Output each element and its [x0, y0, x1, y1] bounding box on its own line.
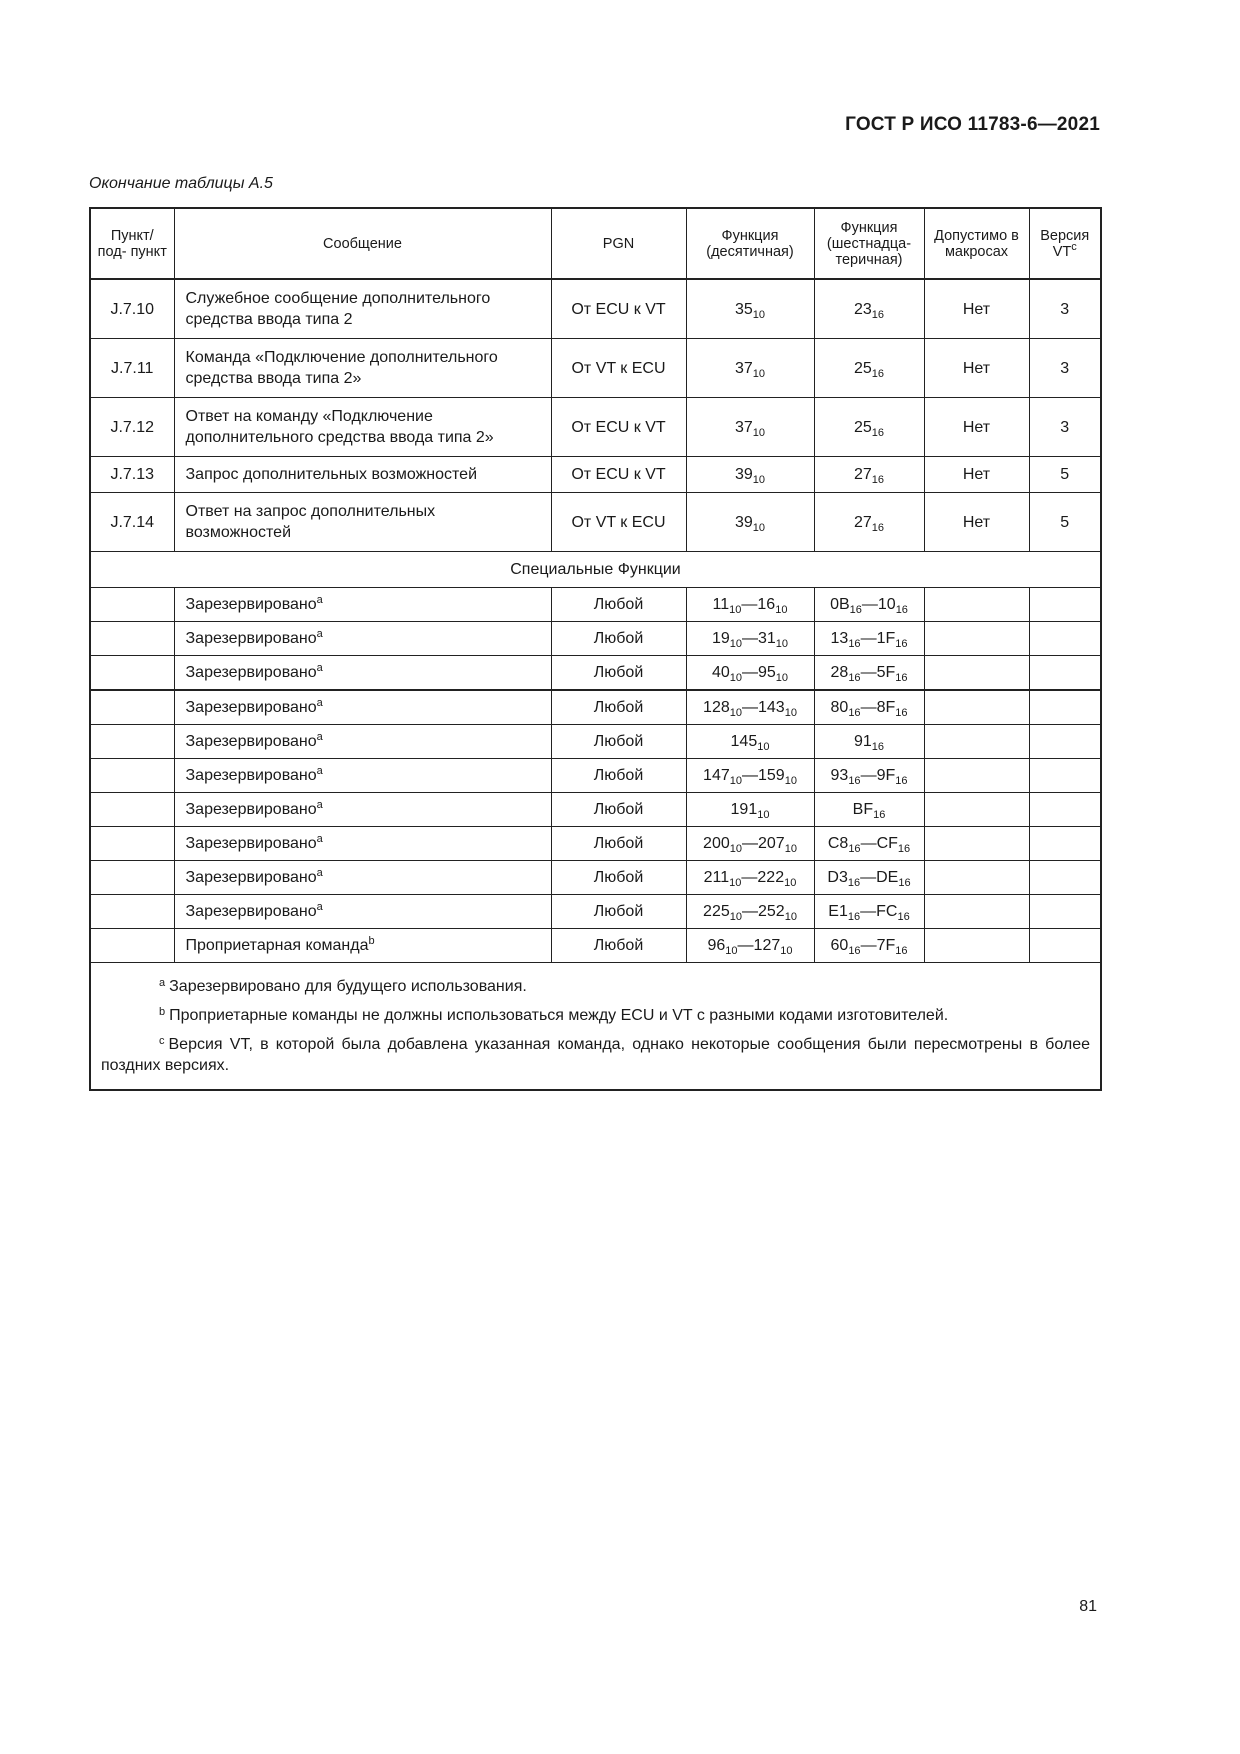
function-hex-cell: [814, 861, 924, 895]
macros-cell: [924, 588, 1029, 622]
function-hex-cell: [814, 493, 924, 552]
function-decimal-cell: [686, 929, 814, 963]
decimal-base: 10: [729, 638, 742, 650]
item-cell: [90, 861, 174, 895]
decimal-to: 252: [758, 903, 785, 920]
decimal-base: 10: [752, 426, 766, 439]
message-cell: Команда «Подключение дополнительного средства ввода типа 2»: [174, 339, 551, 398]
version-cell: [1029, 929, 1101, 963]
decimal-from: 96: [707, 937, 726, 954]
footnote: [101, 973, 1090, 997]
message-cell: Запрос дополнительных возможностей: [174, 457, 551, 493]
table-row: [90, 339, 1101, 398]
hex-base: 16: [895, 707, 908, 719]
range-dash: —: [860, 903, 877, 920]
version-cell: [1029, 588, 1101, 622]
hex-from: 93: [830, 767, 849, 784]
macros-cell: [924, 827, 1029, 861]
hex-value: 27: [853, 513, 872, 531]
message-cell: Ответ на команду «Подключение дополнительного средства ввода типа 2»: [174, 398, 551, 457]
functions-table: [89, 207, 1102, 1091]
decimal-base: 10: [729, 877, 742, 889]
message-cell: Служебное сообщение дополнительного средства ввода типа 2: [174, 279, 551, 339]
message-text: Зарезервировано: [185, 596, 317, 613]
header-function-hex: Функция (шестнадца- теричная): [814, 208, 924, 279]
decimal-to: 222: [757, 869, 785, 886]
decimal-to: 143: [758, 699, 785, 716]
hex-to: 8F: [876, 699, 896, 716]
reserved-row: [90, 656, 1101, 691]
version-cell: [1029, 622, 1101, 656]
hex-to: 10: [877, 596, 896, 613]
message-cell: [174, 895, 551, 929]
message-text: Зарезервировано: [185, 733, 317, 750]
table-row: [90, 493, 1101, 552]
function-decimal-cell: [686, 588, 814, 622]
macros-cell: [924, 929, 1029, 963]
footnote-mark: a: [316, 594, 323, 606]
reserved-row: [90, 759, 1101, 793]
message-cell: [174, 861, 551, 895]
function-hex-cell: [814, 588, 924, 622]
range-dash: —: [741, 869, 758, 886]
hex-from: 13: [830, 630, 849, 647]
section-title: Специальные Функции: [90, 552, 1101, 588]
decimal-base: 10: [775, 672, 789, 684]
pgn-cell: Любой: [551, 656, 686, 691]
function-hex-cell: [814, 929, 924, 963]
decimal-base: 10: [757, 809, 770, 821]
decimal-base: 10: [752, 308, 766, 321]
item-cell: [90, 929, 174, 963]
hex-base: 16: [848, 707, 861, 719]
footnote-mark: a: [316, 628, 323, 640]
version-cell: [1029, 725, 1101, 759]
macros-cell: [924, 759, 1029, 793]
decimal-to: 159: [758, 767, 785, 784]
version-cell: 5: [1029, 493, 1101, 552]
function-decimal-cell: [686, 895, 814, 929]
hex-base: 16: [897, 911, 910, 923]
message-text: Зарезервировано: [185, 664, 317, 681]
function-hex-cell: [814, 690, 924, 725]
decimal-base: 10: [725, 945, 738, 957]
hex-to: CF: [876, 835, 898, 852]
hex-base: 16: [873, 809, 886, 821]
reserved-row: [90, 622, 1101, 656]
footnote-mark: a: [316, 867, 323, 879]
footnote-text: Зарезервировано для будущего использования.: [169, 978, 527, 995]
decimal-value: 35: [734, 300, 753, 318]
pgn-cell: Любой: [551, 827, 686, 861]
decimal-from: 128: [703, 699, 730, 716]
decimal-base: 10: [729, 707, 742, 719]
message-text: Зарезервировано: [185, 801, 317, 818]
macros-cell: Нет: [924, 279, 1029, 339]
hex-base: 16: [895, 672, 908, 684]
message-text: Зарезервировано: [185, 630, 317, 647]
function-decimal-cell: [686, 861, 814, 895]
function-hex-cell: [814, 827, 924, 861]
item-cell: [90, 622, 174, 656]
range-dash: —: [860, 630, 877, 647]
function-decimal-cell: [686, 457, 814, 493]
footnote-text: Проприетарные команды не должны использоваться между ECU и VT с разными кодами изготовителей.: [169, 1007, 949, 1024]
item-cell: J.7.10: [90, 279, 174, 339]
range-dash: —: [742, 767, 758, 784]
range-dash: —: [742, 835, 758, 852]
function-decimal-cell: [686, 279, 814, 339]
version-cell: 3: [1029, 398, 1101, 457]
decimal-base: 10: [784, 707, 797, 719]
version-cell: [1029, 759, 1101, 793]
hex-base: 16: [895, 945, 908, 957]
hex-base: 16: [895, 775, 908, 787]
document-header: ГОСТ Р ИСО 11783-6—2021: [845, 114, 1100, 135]
footnote: [101, 1031, 1090, 1076]
pgn-cell: Любой: [551, 690, 686, 725]
footnote-mark: a: [316, 765, 323, 777]
decimal-base: 10: [784, 877, 797, 889]
decimal-base: 10: [780, 945, 793, 957]
range-dash: —: [860, 835, 877, 852]
hex-to: FC: [876, 903, 898, 920]
hex-base: 16: [871, 308, 885, 321]
table-row: [90, 398, 1101, 457]
decimal-from: 200: [703, 835, 730, 852]
function-decimal-cell: [686, 656, 814, 691]
pgn-cell: От VT к ECU: [551, 339, 686, 398]
item-cell: [90, 725, 174, 759]
decimal-from: 191: [730, 801, 758, 818]
function-hex-cell: [814, 279, 924, 339]
decimal-base: 10: [729, 911, 742, 923]
hex-value: 25: [853, 359, 872, 377]
function-hex-cell: [814, 895, 924, 929]
range-dash: —: [742, 630, 758, 647]
message-text: Проприетарная команда: [185, 937, 369, 954]
hex-base: 16: [847, 877, 861, 889]
item-cell: [90, 656, 174, 691]
hex-from: 91: [853, 733, 872, 750]
hex-base: 16: [871, 741, 885, 753]
version-cell: [1029, 895, 1101, 929]
range-dash: —: [737, 937, 754, 954]
hex-from: C8: [827, 835, 849, 852]
reserved-row: [90, 861, 1101, 895]
macros-cell: Нет: [924, 457, 1029, 493]
table-row: [90, 279, 1101, 339]
function-decimal-cell: [686, 690, 814, 725]
function-hex-cell: [814, 457, 924, 493]
message-cell: [174, 588, 551, 622]
header-function-decimal: Функция (десятичная): [686, 208, 814, 279]
range-dash: —: [742, 903, 758, 920]
pgn-cell: От ECU к VT: [551, 279, 686, 339]
pgn-cell: От ECU к VT: [551, 398, 686, 457]
decimal-to: 95: [758, 664, 776, 681]
macros-cell: [924, 861, 1029, 895]
page-number: 81: [1079, 1598, 1097, 1615]
hex-from: BF: [852, 801, 874, 818]
pgn-cell: Любой: [551, 793, 686, 827]
reserved-row: [90, 690, 1101, 725]
section-row: [90, 552, 1101, 588]
hex-base: 16: [848, 775, 861, 787]
pgn-cell: Любой: [551, 588, 686, 622]
hex-value: 25: [853, 418, 872, 436]
decimal-from: 211: [703, 869, 730, 886]
message-text: Зарезервировано: [185, 869, 317, 886]
header-version-label: Версия VT: [1040, 227, 1090, 260]
hex-base: 16: [849, 604, 862, 616]
footnote-mark: a: [316, 833, 323, 845]
footnote-mark: a: [316, 662, 323, 674]
function-hex-cell: [814, 725, 924, 759]
macros-cell: Нет: [924, 398, 1029, 457]
hex-value: 27: [853, 466, 872, 483]
hex-base: 16: [847, 911, 861, 923]
hex-from: E1: [828, 903, 848, 920]
decimal-value: 39: [734, 466, 753, 483]
macros-cell: [924, 690, 1029, 725]
range-dash: —: [741, 596, 758, 613]
version-cell: [1029, 656, 1101, 691]
message-cell: [174, 929, 551, 963]
header-pgn: PGN: [551, 208, 686, 279]
version-cell: 3: [1029, 279, 1101, 339]
decimal-to: 207: [758, 835, 785, 852]
function-hex-cell: [814, 793, 924, 827]
function-hex-cell: [814, 759, 924, 793]
decimal-value: 39: [734, 513, 753, 531]
hex-value: 23: [853, 300, 872, 318]
decimal-to: 16: [757, 596, 776, 613]
pgn-cell: Любой: [551, 929, 686, 963]
decimal-from: 225: [703, 903, 730, 920]
version-cell: 5: [1029, 457, 1101, 493]
hex-base: 16: [871, 474, 885, 486]
item-cell: [90, 588, 174, 622]
pgn-cell: От ECU к VT: [551, 457, 686, 493]
item-cell: [90, 690, 174, 725]
hex-base: 16: [848, 672, 861, 684]
decimal-base: 10: [729, 775, 742, 787]
message-text: Зарезервировано: [185, 767, 317, 784]
hex-to: 1F: [876, 630, 896, 647]
header-item: Пункт/ под- пункт: [90, 208, 174, 279]
item-cell: J.7.12: [90, 398, 174, 457]
range-dash: —: [860, 937, 877, 954]
decimal-to: 127: [753, 937, 781, 954]
message-text: Зарезервировано: [185, 835, 317, 852]
header-macros: Допустимо в макросах: [924, 208, 1029, 279]
macros-cell: [924, 622, 1029, 656]
footnote: [101, 1002, 1090, 1026]
range-dash: —: [860, 767, 877, 784]
function-decimal-cell: [686, 493, 814, 552]
table-row: [90, 457, 1101, 493]
hex-base: 16: [897, 843, 911, 855]
function-hex-cell: [814, 622, 924, 656]
reserved-body: [90, 588, 1101, 963]
footnote-mark: a: [316, 731, 323, 743]
table-caption: Окончание таблицы А.5: [89, 175, 273, 192]
pgn-cell: Любой: [551, 895, 686, 929]
function-hex-cell: [814, 398, 924, 457]
function-decimal-cell: [686, 398, 814, 457]
macros-cell: [924, 793, 1029, 827]
message-cell: Ответ на запрос дополнительных возможностей: [174, 493, 551, 552]
reserved-row: [90, 827, 1101, 861]
footnote-mark: a: [159, 977, 166, 989]
range-dash: —: [860, 699, 877, 716]
header-version-mark: c: [1071, 240, 1077, 253]
function-hex-cell: [814, 656, 924, 691]
version-cell: [1029, 793, 1101, 827]
range-dash: —: [860, 664, 877, 681]
message-cell: [174, 793, 551, 827]
decimal-to: 31: [758, 630, 776, 647]
footnote-mark: b: [159, 1006, 166, 1018]
decimal-base: 10: [729, 843, 742, 855]
reserved-row: [90, 929, 1101, 963]
footnotes-row: [90, 963, 1101, 1091]
header-version: [1029, 208, 1101, 279]
message-cell: [174, 827, 551, 861]
function-decimal-cell: [686, 827, 814, 861]
reserved-row: [90, 793, 1101, 827]
table-header-row: [90, 208, 1101, 279]
hex-base: 16: [895, 638, 908, 650]
function-decimal-cell: [686, 339, 814, 398]
macros-cell: Нет: [924, 493, 1029, 552]
footnotes: [90, 963, 1101, 1091]
hex-from: 60: [830, 937, 849, 954]
version-cell: [1029, 827, 1101, 861]
decimal-base: 10: [784, 775, 797, 787]
decimal-base: 10: [752, 521, 766, 534]
decimal-base: 10: [729, 672, 742, 684]
range-dash: —: [742, 699, 758, 716]
hex-from: 0B: [830, 596, 850, 613]
hex-base: 16: [871, 367, 885, 380]
item-cell: J.7.14: [90, 493, 174, 552]
item-cell: [90, 793, 174, 827]
hex-base: 16: [898, 877, 911, 889]
decimal-base: 10: [775, 638, 789, 650]
range-dash: —: [861, 596, 878, 613]
hex-from: D3: [827, 869, 848, 886]
range-dash: —: [860, 869, 877, 886]
version-cell: [1029, 861, 1101, 895]
hex-to: 9F: [876, 767, 896, 784]
decimal-from: 147: [703, 767, 730, 784]
item-cell: J.7.13: [90, 457, 174, 493]
item-cell: [90, 827, 174, 861]
macros-cell: [924, 725, 1029, 759]
pgn-cell: Любой: [551, 861, 686, 895]
decimal-from: 19: [711, 630, 730, 647]
message-cell: [174, 622, 551, 656]
table-body: [90, 279, 1101, 552]
version-cell: 3: [1029, 339, 1101, 398]
decimal-value: 37: [734, 418, 753, 436]
decimal-base: 10: [784, 843, 797, 855]
macros-cell: [924, 656, 1029, 691]
hex-to: 7F: [876, 937, 896, 954]
hex-from: 80: [830, 699, 849, 716]
decimal-base: 10: [757, 741, 770, 753]
message-cell: [174, 725, 551, 759]
hex-base: 16: [871, 426, 885, 439]
decimal-from: 40: [711, 664, 730, 681]
hex-to: DE: [876, 869, 899, 886]
macros-cell: Нет: [924, 339, 1029, 398]
footnote-text: Версия VT, в которой была добавлена указанная команда, однако некоторые сообщения были пересмотрены в более поздних версиях.: [101, 1036, 1090, 1074]
message-cell: [174, 656, 551, 691]
pgn-cell: Любой: [551, 725, 686, 759]
item-cell: J.7.11: [90, 339, 174, 398]
decimal-base: 10: [752, 367, 766, 380]
function-hex-cell: [814, 339, 924, 398]
hex-base: 16: [848, 945, 861, 957]
footnote-mark: a: [316, 697, 323, 709]
decimal-value: 37: [734, 359, 753, 377]
decimal-base: 10: [784, 911, 797, 923]
decimal-from: 145: [730, 733, 758, 750]
header-message: Сообщение: [174, 208, 551, 279]
range-dash: —: [742, 664, 758, 681]
function-decimal-cell: [686, 725, 814, 759]
macros-cell: [924, 895, 1029, 929]
item-cell: [90, 895, 174, 929]
footnote-mark: b: [368, 935, 375, 947]
message-cell: [174, 690, 551, 725]
decimal-base: 10: [729, 604, 742, 616]
message-text: Зарезервировано: [185, 699, 317, 716]
hex-base: 16: [871, 521, 885, 534]
footnote-mark: a: [316, 799, 323, 811]
pgn-cell: От VT к ECU: [551, 493, 686, 552]
function-decimal-cell: [686, 759, 814, 793]
reserved-row: [90, 588, 1101, 622]
footnote-mark: c: [159, 1035, 165, 1047]
function-decimal-cell: [686, 793, 814, 827]
decimal-from: 11: [712, 596, 730, 613]
message-text: Зарезервировано: [185, 903, 317, 920]
hex-to: 5F: [876, 664, 896, 681]
reserved-row: [90, 725, 1101, 759]
hex-base: 16: [848, 843, 861, 855]
pgn-cell: Любой: [551, 759, 686, 793]
footnote-mark: a: [316, 901, 323, 913]
hex-base: 16: [895, 604, 908, 616]
hex-from: 28: [830, 664, 849, 681]
pgn-cell: Любой: [551, 622, 686, 656]
function-decimal-cell: [686, 622, 814, 656]
reserved-row: [90, 895, 1101, 929]
version-cell: [1029, 690, 1101, 725]
hex-base: 16: [848, 638, 861, 650]
item-cell: [90, 759, 174, 793]
message-cell: [174, 759, 551, 793]
table-container: [89, 207, 1100, 1091]
decimal-base: 10: [752, 474, 766, 486]
decimal-base: 10: [775, 604, 788, 616]
